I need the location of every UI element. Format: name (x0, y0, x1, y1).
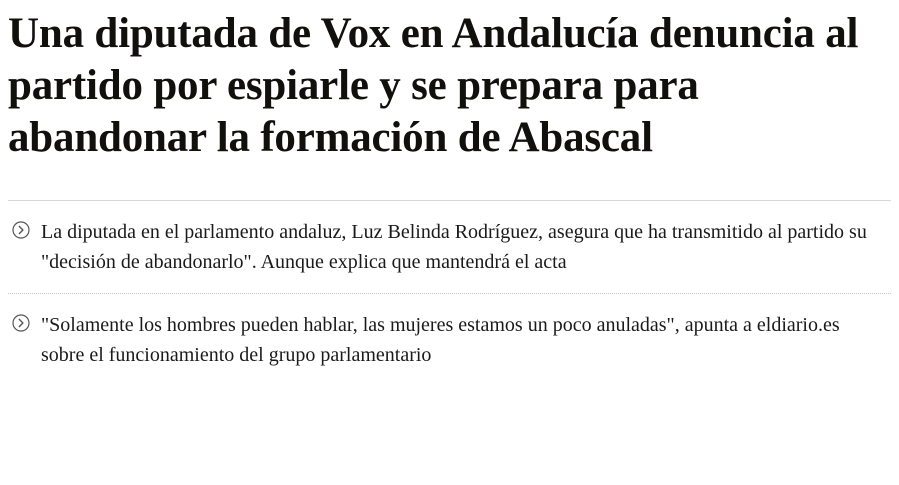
chevron-right-circle-icon (12, 314, 30, 332)
list-item-text: La diputada en el parlamento andaluz, Luz Belinda Rodríguez, asegura que ha transmitido al partido su "decisión de abandonarlo". Aunque explica que mantendrá el acta (41, 221, 867, 273)
list-item (8, 201, 891, 294)
list-item (8, 294, 891, 386)
page-title: Una diputada de Vox en Andalucía denuncia al partido por espiarle y se prepara para abandonar la formación de Abascal (8, 10, 859, 161)
article-container (0, 8, 899, 386)
list-item-text: "Solamente los hombres pueden hablar, las mujeres estamos un poco anuladas", apunta a eldiario.es sobre el funcionamiento del grupo parlamentario (41, 314, 840, 366)
chevron-right-circle-icon (12, 221, 30, 239)
article-summary-list (8, 201, 891, 386)
